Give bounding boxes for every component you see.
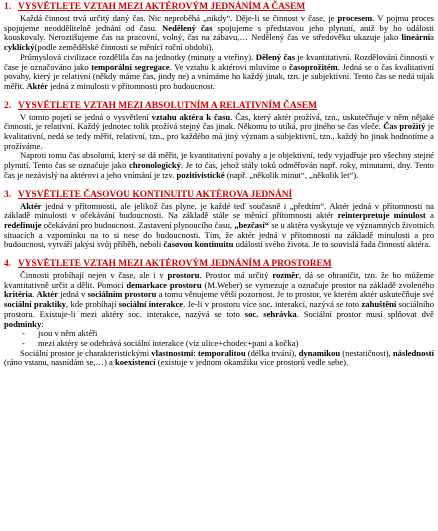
section-paragraph: Činnosti probíhají nejen v čase, ale i v prostoru. Prostor má určitý rozměr, dá se ohraničit, tzn. že ho můžeme kvantitativně určit a dělit. Pomocí demarkace prostoru (M.Weber) se vymezuje a označuje prostor na základě zvoleného kritéria. Aktér jedná v sociálním prostoru a tomu věnujeme větší pozornost. Je to prostor, ve kterém aktér uskutečňuje své sociální praktiky, kde probíhají sociální interakce. Je-li v prostoru více soc. interakcí, nazývá se toto zahuštění sociálního prostoru. Existuje-li mezi aktéry soc. interakce, nazývá se toto soc. sehrávka. Sociální prostor musí splňovat dvě podmínky: xyxy=(4,270,434,329)
section-heading xyxy=(4,259,434,270)
section-1 xyxy=(4,2,434,92)
section-paragraph: V tomto pojetí se jedná o vysvětlení vztahu aktéra k času. Čas, který aktér prožívá, tzn., uskutečňuje v něm nějaké činnosti, je relativní. Každý jednotec tolik prožívá stejný čas jinak. Někomu to utíká, pro jiného se čas vleče. Čas prožitý je kvalitativní, nedá se tedy měřit, relativní, tzn., pro každého má jiný význam a subjektivní, tzn., každý ho jinak hodnotíme a prožíváme. xyxy=(4,111,435,151)
section-heading xyxy=(4,2,434,13)
section-heading xyxy=(4,101,434,112)
condition-list xyxy=(4,329,434,348)
section-title: VYSVĚTLETE VZTAH MEZI AKTÉROVÝM JEDNÁNÍM A PROSTOREM xyxy=(18,259,332,270)
section-paragraph: Sociální prostor je charakteristickými vlastnostmi: temporalitou (délka trvání), dynamikou (nestatičnost), následností (ráno vstanu, nasnídám se,…) a koexistencí (existuje v jednom okamžiku více prostorů vedle sebe). xyxy=(4,347,434,368)
list-item: - mezi aktéry se odehrává sociální interakce (viz ulice+chodec+pani a kočka) xyxy=(4,339,434,349)
section-paragraph: Aktér jedná v přítomnosti, ale jelikož čas plyne, je každé teď současně i „předtím“. Aktér jedná v přítomnosti na základě minulosti v očekávání budoucnosti. Na základě stále se měnící přítomnosti aktér reinterpretuje minulost a redefinuje očekávání pro budoucnost. Zastavení plynoucího času, „bezčasí“ se u aktéra vyskytuje ve významných životních situacích a vzpomínku na to si nese do budoucnosti. Tím, že aktér jedná v přítomnosti na základě minulosti a pro budoucnost, vytváří jakýsi svůj příběh, neboli časovou kontinuitu událostí svého života. Je to souvislá řada činností aktéra. xyxy=(4,200,435,250)
section-heading xyxy=(4,190,434,201)
section-4 xyxy=(4,259,434,368)
section-2 xyxy=(4,101,434,181)
section-number: 3. xyxy=(4,189,12,200)
list-item: - jsou v něm aktéři xyxy=(4,329,434,339)
section-title: VYSVĚTLETE VZTAH MEZI AKTÉROVÝM JEDNÁNÍM A ČASEM xyxy=(18,2,306,12)
section-3 xyxy=(4,190,434,251)
section-title: VYSVĚTLETE VZTAH MEZI ABSOLUTNÍM A RELATIVNÍM ČASEM xyxy=(18,100,318,111)
section-paragraph: Naproti tomu čas absolutní, který se dá měřit, je kvantitativní povahy a je objektivní, tedy vyjadřuje pro všechny stejné plynutí. Tento čas se označuje jako chronologický. Je to čas, jehož stály toků odměřován např. roky, minutami, dny. Tento čas je nezávislý na aktérovi a jeho vnímání je tzv. pozitivistické (např. „několik minut“, „několik let“). xyxy=(4,150,434,180)
section-paragraph: Průmyslová civilizace rozdělila čas na jednotky (minuty a vteřiny). Dělený čas je kvantitativní. Rozdělování činností v čase je označováno jako temporální segregace. Ve vztahu k aktérovi mluvíme o časoprožitém. Jedná se o čas kvalitativní povahy, který je relativní (někdy máme čas, jindy ne) a vnímáme ho každý jinak, tzn. je subjektivní. Tento čas se nedá nijak měřit. Aktér jedná z minulosti v přítomnosti pro budoucnost. xyxy=(4,51,434,91)
section-number: 1. xyxy=(4,2,12,12)
section-paragraph: Každá činnost trvá určitý daný čas. Nic neproběhá „nikdy“. Děje-li se činnost v čase, je procesem. V pojmu proces spojujeme neoddělitelně jednání od času. Nedělený čas spojujeme s představou jeho plynutí, aniž by ho události kouskovaly. Neroztišujeme čas na pracovní, volný, čas na zábavu,… Nedělený čas ve středověku ukazuje jako lineárnía cyklický(podle zemědělské činnosti se měnící roční období). xyxy=(4,13,435,53)
section-number: 4. xyxy=(4,259,12,270)
section-title: VYSVĚTLETE ČASOVOU KONTINUITU AKTÉROVA JEDNÁNÍ xyxy=(18,189,293,200)
section-number: 2. xyxy=(4,100,12,111)
